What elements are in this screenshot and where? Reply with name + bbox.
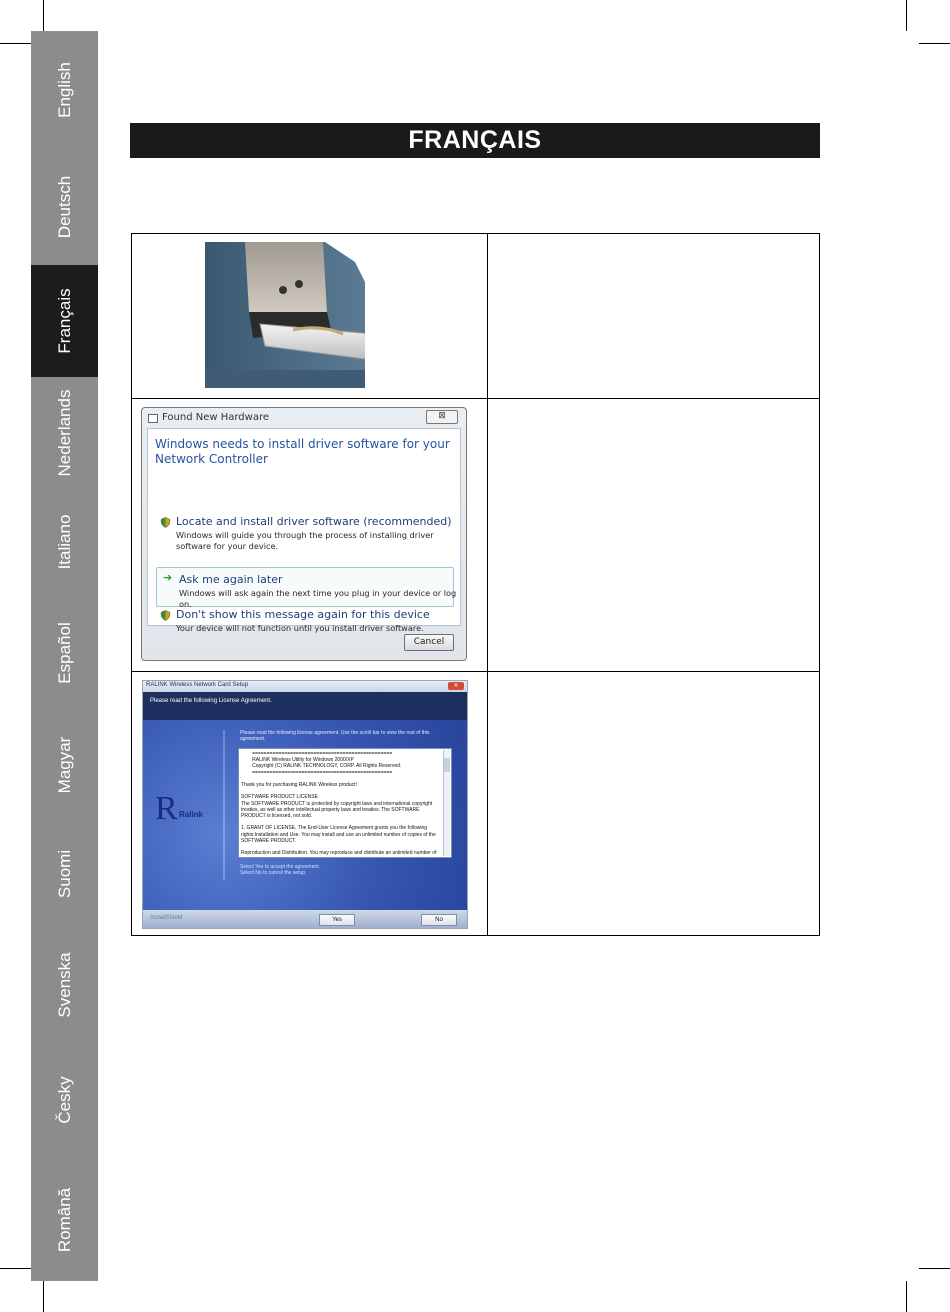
step-illustration-cell: [132, 399, 488, 671]
step-illustration-cell: [132, 672, 488, 935]
option-description: Windows will guide you through the process of installing driver software for your device.: [176, 530, 434, 551]
language-tab-label: Español: [54, 622, 74, 684]
language-tab-label: Italiano: [54, 514, 74, 570]
green-arrow-icon: ➔: [163, 571, 173, 584]
crop-mark: [0, 1268, 31, 1269]
option-title: Locate and install driver software (recommended): [176, 515, 452, 528]
setup-header-text: Please read the following License Agreement.: [150, 698, 272, 704]
step-row: [132, 399, 819, 672]
setup-titlebar: [143, 681, 467, 692]
shield-icon: [160, 610, 171, 621]
language-tab-label: Magyar: [54, 736, 74, 794]
language-tab-label: Deutsch: [54, 175, 74, 239]
language-tab-deutsch[interactable]: [31, 149, 98, 265]
scrollbar-thumb[interactable]: [444, 758, 450, 772]
step-description-cell: [488, 234, 819, 398]
window-icon: [148, 414, 158, 423]
dialog-heading: Windows needs to install driver software for your Network Controller: [155, 437, 450, 466]
dialog-title: Found New Hardware: [162, 412, 269, 423]
language-tab-espanol[interactable]: [31, 595, 98, 711]
dialog-body: [147, 428, 461, 633]
ralink-logo: [155, 790, 225, 830]
step-row: [132, 672, 819, 935]
step-row: [132, 234, 819, 399]
close-button[interactable]: ✕: [448, 682, 464, 690]
step-illustration-cell: [132, 234, 488, 398]
option-locate-install[interactable]: [156, 515, 454, 549]
setup-panel: [143, 720, 467, 910]
accept-instructions: Select Yes to accept the agreement. Select No to cancel the setup.: [240, 864, 321, 876]
language-tab-label: Česky: [54, 1076, 74, 1124]
license-instructions: Please read the following license agreement. Use the scroll bar to view the rest of this agreement.: [240, 730, 430, 742]
page-title: FRANÇAIS: [130, 123, 820, 158]
license-text: ================================================ RALINK Wireless Utility for Windows 2000/XP Copyright (C) RALINK TECHNOLOGY, CORP. All Rights Reserved. ================================================ Thank you for purchasing RALINK Wireless product! SOFTWARE PRODUCT LICENSE The SOFTWARE PRODUCT is protected by copyright laws and international copyright treaties, as well as other intellectual property laws and treaties. The SOFTWARE PRODUCT is licensed, not sold. 1. GRANT OF LICENSE. The End-User License Agreement grants you the following rights:Installation and Use. You may install and use an unlimited number of copies of the SOFTWARE PRODUCT. Reproduction and Distribution. You may reproduce and distribute an unlimited number of: [241, 751, 437, 855]
crop-mark: [43, 0, 44, 31]
close-button[interactable]: ⊠: [426, 410, 458, 424]
crop-mark: [906, 1281, 907, 1312]
option-title: Ask me again later: [179, 573, 283, 586]
crop-mark: [0, 43, 31, 44]
crop-mark: [919, 43, 950, 44]
language-tab-label: Suomi: [54, 849, 74, 899]
ralink-setup-dialog: [142, 680, 468, 929]
license-text-box[interactable]: [238, 748, 452, 858]
crop-mark: [43, 1281, 44, 1312]
installer-brand: InstallShield: [150, 915, 183, 921]
found-new-hardware-dialog: [141, 407, 467, 661]
language-tab-cesky[interactable]: [31, 1041, 98, 1159]
language-tab-label: Français: [54, 288, 74, 354]
no-button[interactable]: No: [421, 914, 457, 926]
option-title: Don't show this message again for this device: [176, 608, 430, 621]
setup-footer: [143, 910, 467, 928]
language-tab-english[interactable]: [31, 31, 98, 149]
logo-name: Ralink: [179, 810, 204, 819]
shield-icon: [160, 517, 171, 528]
language-tab-label: English: [54, 62, 74, 118]
setup-header: [143, 692, 467, 720]
language-tab-nederlands[interactable]: [31, 377, 98, 489]
language-sidebar: [31, 31, 98, 1281]
language-tab-italiano[interactable]: [31, 489, 98, 595]
license-scrollbar[interactable]: [443, 750, 450, 856]
usb-adapter-photo: [205, 242, 365, 388]
option-dont-show[interactable]: [156, 608, 454, 636]
steps-table: [131, 233, 820, 936]
language-tab-romana[interactable]: [31, 1159, 98, 1281]
option-description: Your device will not function until you install driver software.: [176, 623, 424, 633]
language-tab-label: Svenska: [54, 952, 74, 1018]
language-tab-francais[interactable]: [31, 265, 98, 377]
option-description: Windows will ask again the next time you plug in your device or log on.: [179, 588, 457, 609]
step-description-cell: [488, 399, 819, 671]
crop-mark: [919, 1268, 950, 1269]
language-tab-svenska[interactable]: [31, 929, 98, 1041]
language-tab-magyar[interactable]: [31, 711, 98, 819]
cancel-button[interactable]: Cancel: [404, 634, 454, 651]
setup-window-title: RALINK Wireless Network Card Setup: [146, 682, 249, 688]
panel-divider: [223, 730, 225, 880]
language-tab-label: Nederlands: [54, 389, 74, 477]
step-description-cell: [488, 672, 819, 935]
language-tab-label: Română: [54, 1187, 74, 1253]
language-tab-suomi[interactable]: [31, 819, 98, 929]
yes-button[interactable]: Yes: [319, 914, 355, 926]
logo-letter: R: [155, 790, 178, 827]
crop-mark: [906, 0, 907, 31]
option-ask-later[interactable]: [156, 567, 457, 609]
